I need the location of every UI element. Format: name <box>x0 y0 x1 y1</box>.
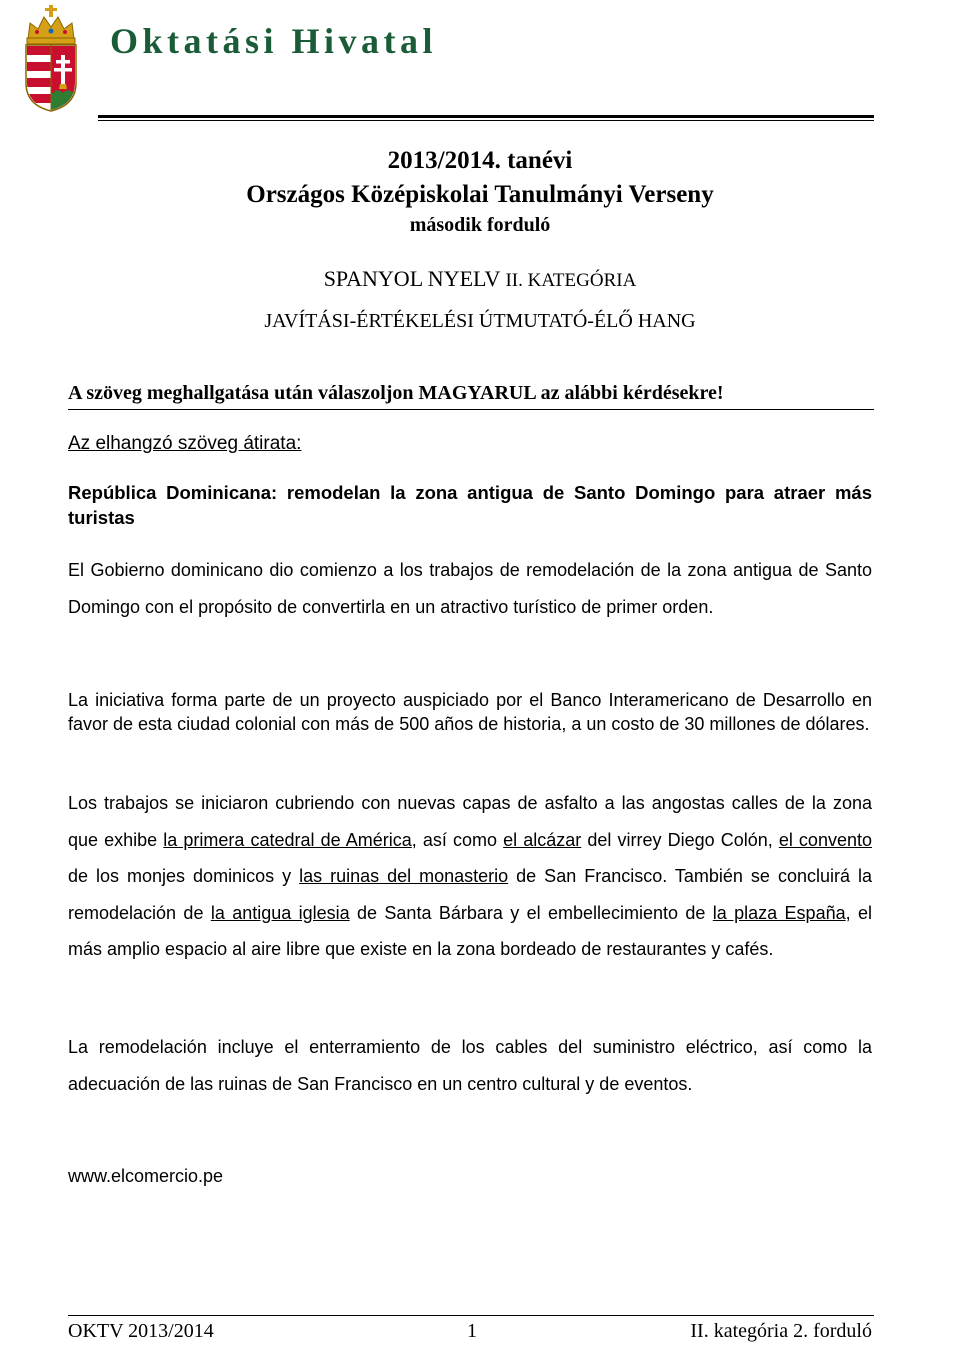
paragraph-3-text: , así como <box>411 829 504 850</box>
paragraph-1: El Gobierno dominicano dio comienzo a los trabajos de remodelación de la zona antigua de Santo Domingo con el propósito de convertirla en un atractivo turístico de primer orden. <box>68 560 872 617</box>
footer-category: II. kategória 2. forduló <box>690 1320 872 1342</box>
subject-category: II. KATEGÓRIA <box>505 270 637 291</box>
competition-name: Országos Középiskolai Tanulmányi Verseny <box>246 181 714 208</box>
footer-exam-id: OKTV 2013/2014 <box>68 1320 214 1342</box>
organization-name: Oktatási Hivatal <box>110 21 438 61</box>
header-divider-thin <box>98 120 874 121</box>
paragraph-3 <box>68 785 872 968</box>
paragraph-3-text: Los trabajos se iniciaron cubriendo con nuevas capas de asfalto a las angostas calles de la zona que exhibe <box>68 793 872 850</box>
paragraph-3-text: de San Francisco. También se concluirá la remodelación de <box>68 866 872 923</box>
instruction-text: A szöveg meghallgatása után válaszoljon MAGYARUL az alábbi kérdésekre! <box>68 382 724 404</box>
page-number: 1 <box>467 1320 477 1342</box>
footer-divider <box>68 1315 874 1316</box>
subject-line <box>0 266 960 292</box>
instruction-divider <box>68 409 874 410</box>
hungarian-coat-of-arms-icon <box>22 5 80 113</box>
article-title: República Dominicana: remodelan la zona antigua de Santo Domingo para atraer más turistas <box>68 482 872 528</box>
underlined-phrase: el convento <box>778 829 872 850</box>
subject-name: SPANYOL NYELV <box>323 266 500 291</box>
underlined-phrase: la primera catedral de América <box>163 829 412 850</box>
paragraph-2: La iniciativa forma parte de un proyecto auspiciado por el Banco Interamericano de Desarrollo en favor de esta ciudad colonial con más de 500 años de historia, a un costo de 30 millones de dólares. <box>68 690 872 734</box>
paragraph-3-text: de Santa Bárbara y el embellecimiento de <box>349 902 713 923</box>
paragraph-3-text: del virrey Diego Colón, <box>581 829 779 850</box>
underlined-phrase: la antigua iglesia <box>210 902 350 923</box>
underlined-phrase: el alcázar <box>503 829 582 850</box>
header-divider <box>98 115 874 118</box>
transcript-heading: Az elhangzó szöveg átirata: <box>68 433 302 454</box>
competition-round: második forduló <box>409 214 551 236</box>
source-link: www.elcomercio.pe <box>68 1166 224 1186</box>
guide-title: JAVÍTÁSI-ÉRTÉKELÉSI ÚTMUTATÓ-ÉLŐ HANG <box>264 310 696 332</box>
underlined-phrase: las ruinas del monasterio <box>299 866 509 886</box>
paragraph-3-text: , el más amplio espacio al aire libre que existe en la zona bordeado de restaurantes y cafés. <box>68 902 872 959</box>
page-header <box>0 0 960 125</box>
exam-year: 2013/2014. tanévi <box>387 147 573 174</box>
paragraph-3-text: de los monjes dominicos y <box>68 866 300 886</box>
underlined-phrase: la plaza España <box>712 902 846 923</box>
paragraph-4: La remodelación incluye el enterramiento de los cables del suministro eléctrico, así como la adecuación de las ruinas de San Francisco en un centro cultural y de eventos. <box>68 1037 872 1094</box>
